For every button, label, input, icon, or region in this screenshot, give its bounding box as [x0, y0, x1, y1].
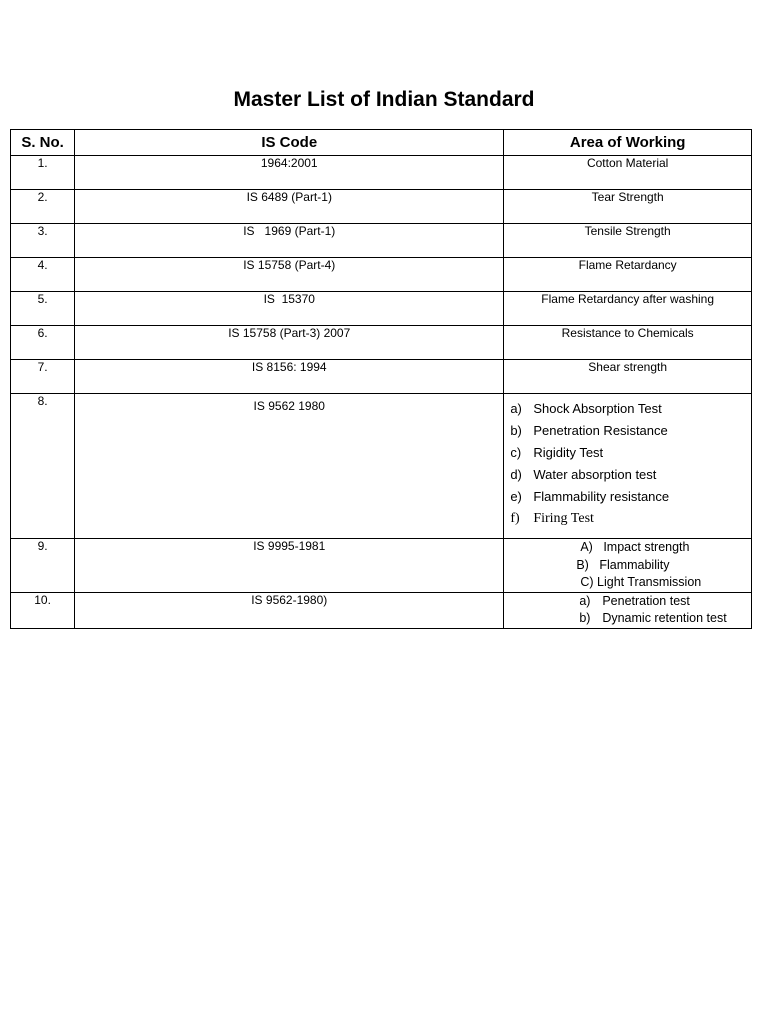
row-is-code: IS 15758 (Part-4)	[75, 258, 504, 292]
row-is-code: IS 15758 (Part-3) 2007	[75, 326, 504, 360]
sub-test-list	[504, 539, 751, 592]
row-sno: 3.	[11, 224, 75, 258]
row-is-code: IS 6489 (Part-1)	[75, 190, 504, 224]
row-is-code: IS 8156: 1994	[75, 360, 504, 394]
table-row	[11, 224, 752, 258]
table-row	[11, 592, 752, 628]
sub-test-list	[504, 593, 751, 628]
row-sno: 5.	[11, 292, 75, 326]
row-is-code: IS 15370	[75, 292, 504, 326]
row-area: Tensile Strength	[504, 224, 752, 258]
header-area: Area of Working	[504, 130, 752, 156]
row-sno: 9.	[11, 539, 75, 593]
table-row	[11, 539, 752, 593]
list-item: B) Flammability	[576, 557, 670, 572]
row-area	[504, 539, 752, 593]
table-row	[11, 394, 752, 539]
list-item: c) Rigidity Test	[510, 445, 604, 460]
list-item: a) Shock Absorption Test	[510, 401, 662, 416]
list-item: a) Penetration test	[579, 593, 690, 608]
list-item: b) Penetration Resistance	[510, 423, 668, 438]
list-item: e) Flammability resistance	[510, 489, 670, 504]
row-area: Resistance to Chemicals	[504, 326, 752, 360]
row-area: Flame Retardancy after washing	[504, 292, 752, 326]
row-sno: 8.	[11, 394, 75, 539]
list-item: C) Light Transmission	[580, 575, 702, 589]
row-sno: 10.	[11, 592, 75, 628]
table-row	[11, 258, 752, 292]
list-item: b) Dynamic retention test	[579, 611, 727, 625]
standards-table	[10, 129, 752, 629]
row-area: Tear Strength	[504, 190, 752, 224]
row-sno: 7.	[11, 360, 75, 394]
row-sno: 6.	[11, 326, 75, 360]
header-is-code: IS Code	[75, 130, 504, 156]
table-row	[11, 190, 752, 224]
row-is-code: IS 9562-1980)	[75, 592, 504, 628]
sub-test-list	[504, 398, 751, 530]
row-area: Flame Retardancy	[504, 258, 752, 292]
table-row	[11, 360, 752, 394]
row-area	[504, 592, 752, 628]
table-row	[11, 292, 752, 326]
list-item: f) Firing Test	[510, 511, 594, 526]
list-item: A) Impact strength	[580, 540, 690, 554]
row-area: Cotton Material	[504, 156, 752, 190]
page-title: Master List of Indian Standard	[233, 88, 535, 111]
table-row	[11, 326, 752, 360]
list-item: d) Water absorption test	[510, 467, 657, 482]
row-area: Shear strength	[504, 360, 752, 394]
row-is-code: 1964:2001	[75, 156, 504, 190]
table-row	[11, 156, 752, 190]
header-sno: S. No.	[11, 130, 75, 156]
row-sno: 1.	[11, 156, 75, 190]
row-is-code: IS 9562 1980	[75, 394, 504, 539]
row-is-code: IS 1969 (Part-1)	[75, 224, 504, 258]
row-area	[504, 394, 752, 539]
row-sno: 2.	[11, 190, 75, 224]
row-sno: 4.	[11, 258, 75, 292]
table-header-row	[11, 130, 752, 156]
row-is-code: IS 9995-1981	[75, 539, 504, 593]
